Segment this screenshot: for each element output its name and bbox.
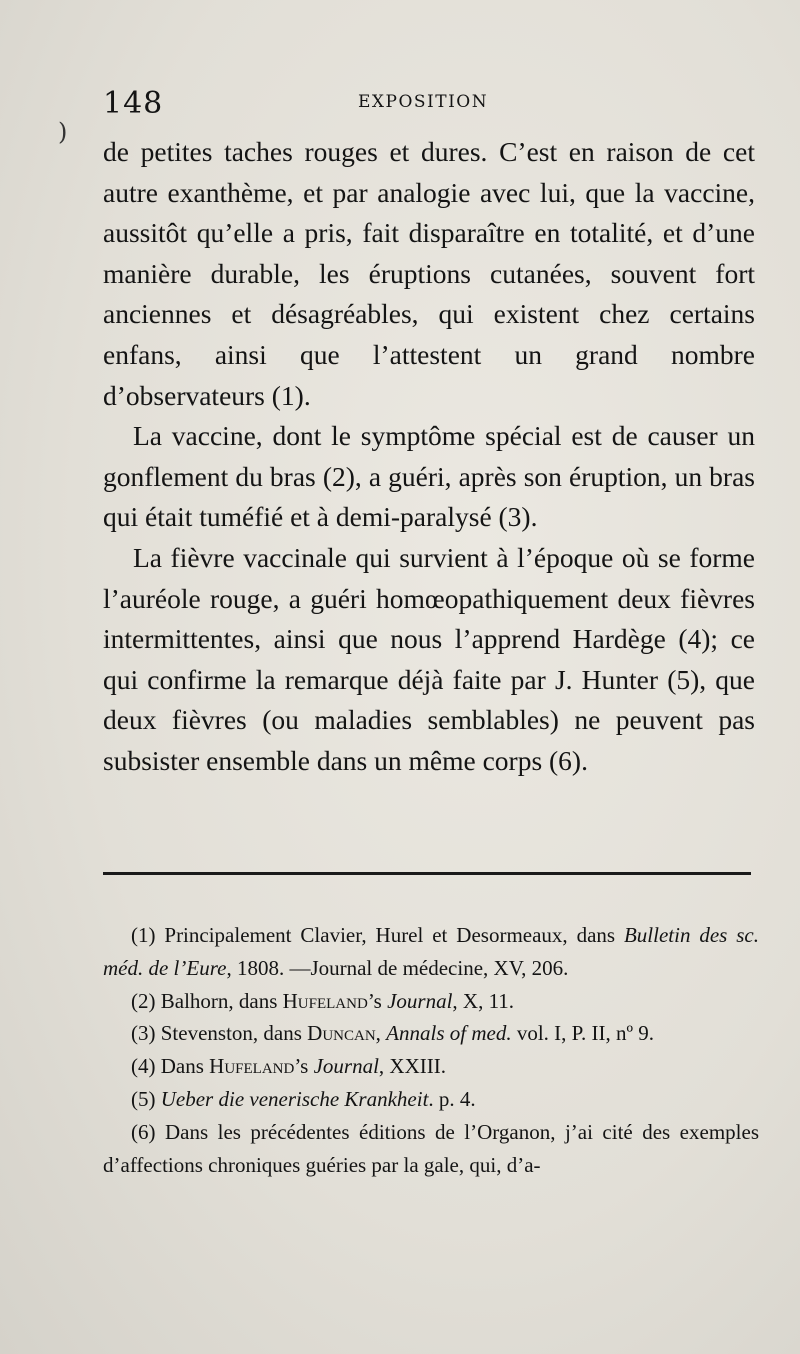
- footnote-3-title: Annals of med.: [386, 1021, 512, 1046]
- footnote-2: [103, 985, 759, 1018]
- footnote-5-num: (5): [131, 1086, 161, 1111]
- footnote-5-ref: . p. 4.: [428, 1086, 476, 1111]
- footnote-2-ref: , X, 11.: [452, 988, 515, 1013]
- footnote-2-title: Journal: [387, 988, 453, 1013]
- body-text: [103, 132, 755, 782]
- footnote-2-text: (2) Balhorn, dans: [131, 988, 283, 1013]
- footnote-4-ref: , XXIII.: [378, 1054, 446, 1079]
- footnote-3: [103, 1017, 759, 1050]
- paragraph-3: La fièvre vaccinale qui survient à l’époque où se forme l’auréole rouge, a guéri homœopathiquement deux fièvres intermittentes, ainsi que nous l’apprend Hardège (4); ce qui confirme la remarque déjà faite par J. Hunter (5), que deux fièvres (ou maladies semblables) ne peuvent pas subsister ensemble dans un même corps (6).: [103, 541, 755, 776]
- footnote-3-text: (3) Stevenston, dans: [131, 1021, 308, 1046]
- footnote-3-author: Duncan: [307, 1021, 376, 1046]
- margin-mark: ): [58, 118, 68, 146]
- footnote-5: [103, 1083, 759, 1116]
- footnote-4: [103, 1050, 759, 1083]
- footnote-2-poss: ’s: [367, 988, 388, 1013]
- footnote-2-author: Hufeland: [282, 988, 368, 1013]
- page-number: 148: [103, 86, 164, 121]
- footnote-4-text: (4) Dans: [131, 1054, 210, 1079]
- footnote-4-title: Journal: [313, 1054, 379, 1079]
- footnote-4-author: Hufeland: [209, 1054, 295, 1079]
- footnote-3-ref: vol. I, P. II, nº 9.: [511, 1021, 655, 1046]
- footnote-5-title: Ueber die venerische Krankheit: [160, 1086, 429, 1111]
- footnote-3-sep: ,: [375, 1021, 387, 1046]
- footnote-1-ref: , 1808. —Journal de médecine, XV, 206.: [226, 955, 569, 980]
- footnote-1-title: Bulletin des sc. méd. de l’Eure: [103, 923, 759, 980]
- footnote-6: (6) Dans les précédentes éditions de l’Organon, j’ai cité des exemples d’affections chroniques guéries par la gale, qui, d’a-: [103, 1119, 759, 1177]
- paragraph-1: de petites taches rouges et dures. C’est en raison de cet autre exanthème, et par analogie avec lui, que la vaccine, aussitôt qu’elle a pris, fait disparaître en totalité, et d’une manière durable, les éruptions cutanées, souvent fort anciennes et désagréables, qui existent chez certains enfans, ainsi que l’attestent un grand nombre d’observateurs (1).: [103, 136, 755, 411]
- running-head: EXPOSITION: [358, 92, 489, 112]
- footnote-4-poss: ’s: [294, 1054, 314, 1079]
- footnote-rule: [103, 872, 751, 875]
- page-header: [103, 86, 753, 120]
- paragraph-2: La vaccine, dont le symptôme spécial est de causer un gonflement du bras (2), a guéri, après son éruption, un bras qui était tuméfié et à demi-paralysé (3).: [103, 420, 755, 533]
- footnotes: [103, 919, 759, 1181]
- footnote-1: [103, 919, 759, 985]
- footnote-1-text: (1) Principalement Clavier, Hurel et Desormeaux, dans: [131, 923, 624, 947]
